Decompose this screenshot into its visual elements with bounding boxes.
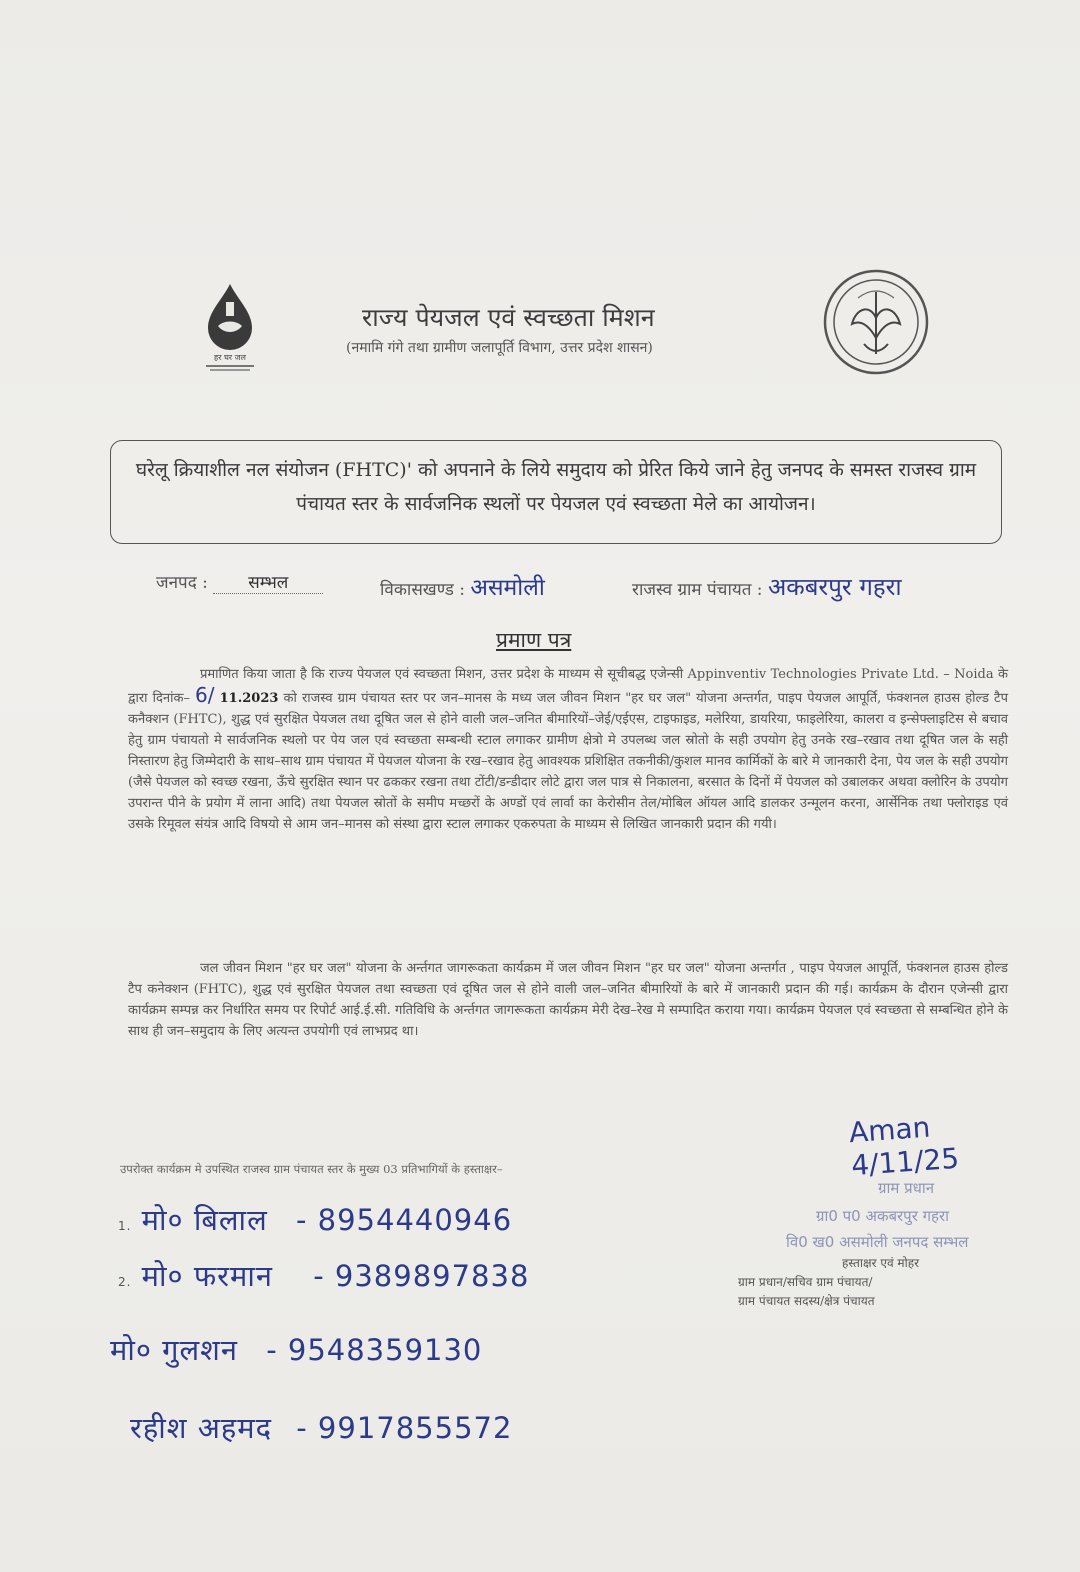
representative-4	[130, 1408, 512, 1447]
caption-signature-seal: हस्ताक्षर एवं मोहर	[842, 1256, 920, 1270]
stamp-line-1: ग्राम प्रधान	[878, 1179, 935, 1197]
banner-text: घरेलू क्रियाशील नल संयोजन (FHTC)' को अपनाने के लिये समुदाय को प्रेरित किये जाने हेतु जनपद के समस्त राजस्व ग्राम पंचायत स्तर के सार्वजनिक स्थलों पर पेयजल एवं स्वच्छता मेले का आयोजन।	[135, 459, 977, 515]
representative-1: 1. मो० बिलाल - 8954440946	[118, 1203, 513, 1237]
date-printed: 11.2023	[219, 691, 279, 706]
rep-phone: - 9389897838	[313, 1259, 530, 1293]
rep-phone: - 9548359130	[266, 1333, 483, 1367]
certificate-paragraph-2: जल जीवन मिशन "हर घर जल" योजना के अर्न्तगत जागरूकता कार्यक्रम में जल जीवन मिशन "हर घर जल" योजना अन्तर्गत , पाइप पेयजल आपूर्ति, फंक्शनल हाउस होल्ड टैप कनेक्शन (FHTC), शुद्ध एवं सुरक्षित पेयजल तथा स्वच्छता एवं दूषित जल से होने वाली जल–जनित बीमारियों के बारे में जानकारी प्रदान की गई। कार्यक्रम के दौरान एजेन्सी द्वारा कार्यक्रम सम्पन्न कर निर्धारित समय पर रिपोर्ट आई.ई.सी. गतिविधि के अर्न्तगत जागरूकता कार्यक्रम मेरी देख–रेख मे सम्पादित कराया गया। कार्यक्रम पेयजल एवं स्वच्छता से सम्बन्धित होने के साथ ही जन–समुदाय के लिए अत्यन्त उपयोगी एवं लाभप्रद था।	[128, 961, 1008, 1039]
stamp-line-3: वि0 ख0 असमोली जनपद सम्भल	[786, 1233, 969, 1251]
caption-roles-2: ग्राम पंचायत सदस्य/क्षेत्र पंचायत	[738, 1294, 875, 1308]
district-field	[156, 570, 323, 594]
certificate-paragraph-1: प्रमाणित किया जाता है कि राज्य पेयजल एवं स्वच्छता मिशन, उत्तर प्रदेश के माध्यम से सूचीबद्ध एजेन्सी Appinventiv Technologies Private Ltd. – Noida के द्वारा दिनांक– 6/ 11.2023 को राजस्व ग्राम पंचायत स्तर पर जन–मानस के मध्य जल जीवन मिशन "हर घर जल" योजना अन्तर्गत, पाइप पेयजल आपूर्ति, फंक्शनल हाउस होल्ड टैप कनैक्शन (FHTC), शुद्ध एवं सुरक्षित पेयजल तथा दूषित जल से होने वाली जल–जनित बीमारियों–जेई/एईएस, टाइफाइड, मलेरिया, डायरिया, फाइलेरिया, कालरा व इन्सेफ्लाइटिस से बचाव हेतु ग्राम पंचायतो मे सार्वजनिक स्थलो पर पेय जल एवं स्वच्छता सम्बन्धी स्टाल लगाकर ग्रामीण क्षेत्रो मे उपलब्ध जल स्रोतो के सही उपयोग हेतु उनके रख–रखाव तथा दूषित जल के सही निस्तारण हेतु जिम्मेदारी के साथ–साथ ग्राम पंचायत में पेयजल योजना के रख–रखाव हेतु आवश्यक प्रशिक्षित तकनीकी/कुशल मानव कार्मिकों के बारे मे जानकारी देना, पेय जल के सही उपयोग (जैसे पेयजल को स्वच्छ रखना, ऊँचे सुरक्षित स्थान पर ढककर रखना तथा टोंटी/डन्डीदार लोटे द्वारा जल पात्र से निकालना, बरसात के दिनों में पेयजल को उबालकर अथवा क्लोरिन के उपयोग उपरान्त पीने के प्रयोग में लाना आदि) तथा पेयजल स्रोतों के समीप मच्छरों के अण्डों एवं लार्वा का केरोसीन तेल/मोबिल ऑयल आदि डालकर उन्मूलन करना, आर्सेनिक तथा फ्लोराइड एवं उसके रिमूवल संयंत्र आदि विषयो से आम जन–मानस को संस्था द्वारा स्टाल लगाकर एकरुपता के माध्यम से लिखित जानकारी प्रदान की गयी।	[128, 667, 1008, 832]
mission-title: राज्य पेयजल एवं स्वच्छता मिशन	[362, 303, 655, 332]
water-drop-logo	[192, 282, 268, 372]
mission-subtitle: (नमामि गंगे तथा ग्रामीण जलापूर्ति विभाग, उत्तर प्रदेश शासन)	[346, 340, 653, 356]
panchayat-value: अकबरपुर गहरा	[767, 573, 902, 601]
signature-handwritten: Aman 4/11/25	[847, 1110, 961, 1183]
logo-caption: हर घर जल	[214, 353, 246, 362]
panchayat-field	[632, 570, 902, 603]
rep-name: रहीश अहमद	[130, 1411, 273, 1445]
district-label: जनपद :	[156, 573, 208, 593]
representatives-heading: उपरोक्त कार्यक्रम मे उपस्थित राजस्व ग्राम पंचायत स्तर के मुख्य 03 प्रतिभागियों के हस्ताक्षर–	[120, 1162, 503, 1176]
block-field	[380, 570, 545, 602]
certificate-title: प्रमाण पत्र	[496, 628, 572, 652]
signatory-block	[738, 1110, 1028, 1309]
event-banner	[110, 440, 1002, 544]
rep-phone: - 8954440946	[295, 1203, 513, 1237]
rep-name: मो० बिलाल	[141, 1203, 268, 1237]
rep-phone: - 9917855572	[296, 1411, 513, 1445]
district-value: सम्भल	[213, 570, 323, 594]
rep-name: मो० गुलशन	[110, 1333, 238, 1367]
representative-2: 2. मो० फरमान - 9389897838	[118, 1259, 530, 1293]
block-value: असमोली	[470, 575, 545, 601]
rep-name: मो० फरमान	[141, 1259, 273, 1293]
date-handwritten-day: 6/	[195, 683, 215, 707]
representative-3	[110, 1330, 482, 1369]
state-emblem-seal	[822, 268, 930, 376]
block-label: विकासखण्ड :	[380, 580, 466, 600]
stamp-line-2: ग्रा0 प0 अकबरपुर गहरा	[816, 1207, 950, 1225]
panchayat-label: राजस्व ग्राम पंचायत :	[632, 580, 763, 600]
caption-roles-1: ग्राम प्रधान/सचिव ग्राम पंचायत/	[738, 1275, 873, 1289]
